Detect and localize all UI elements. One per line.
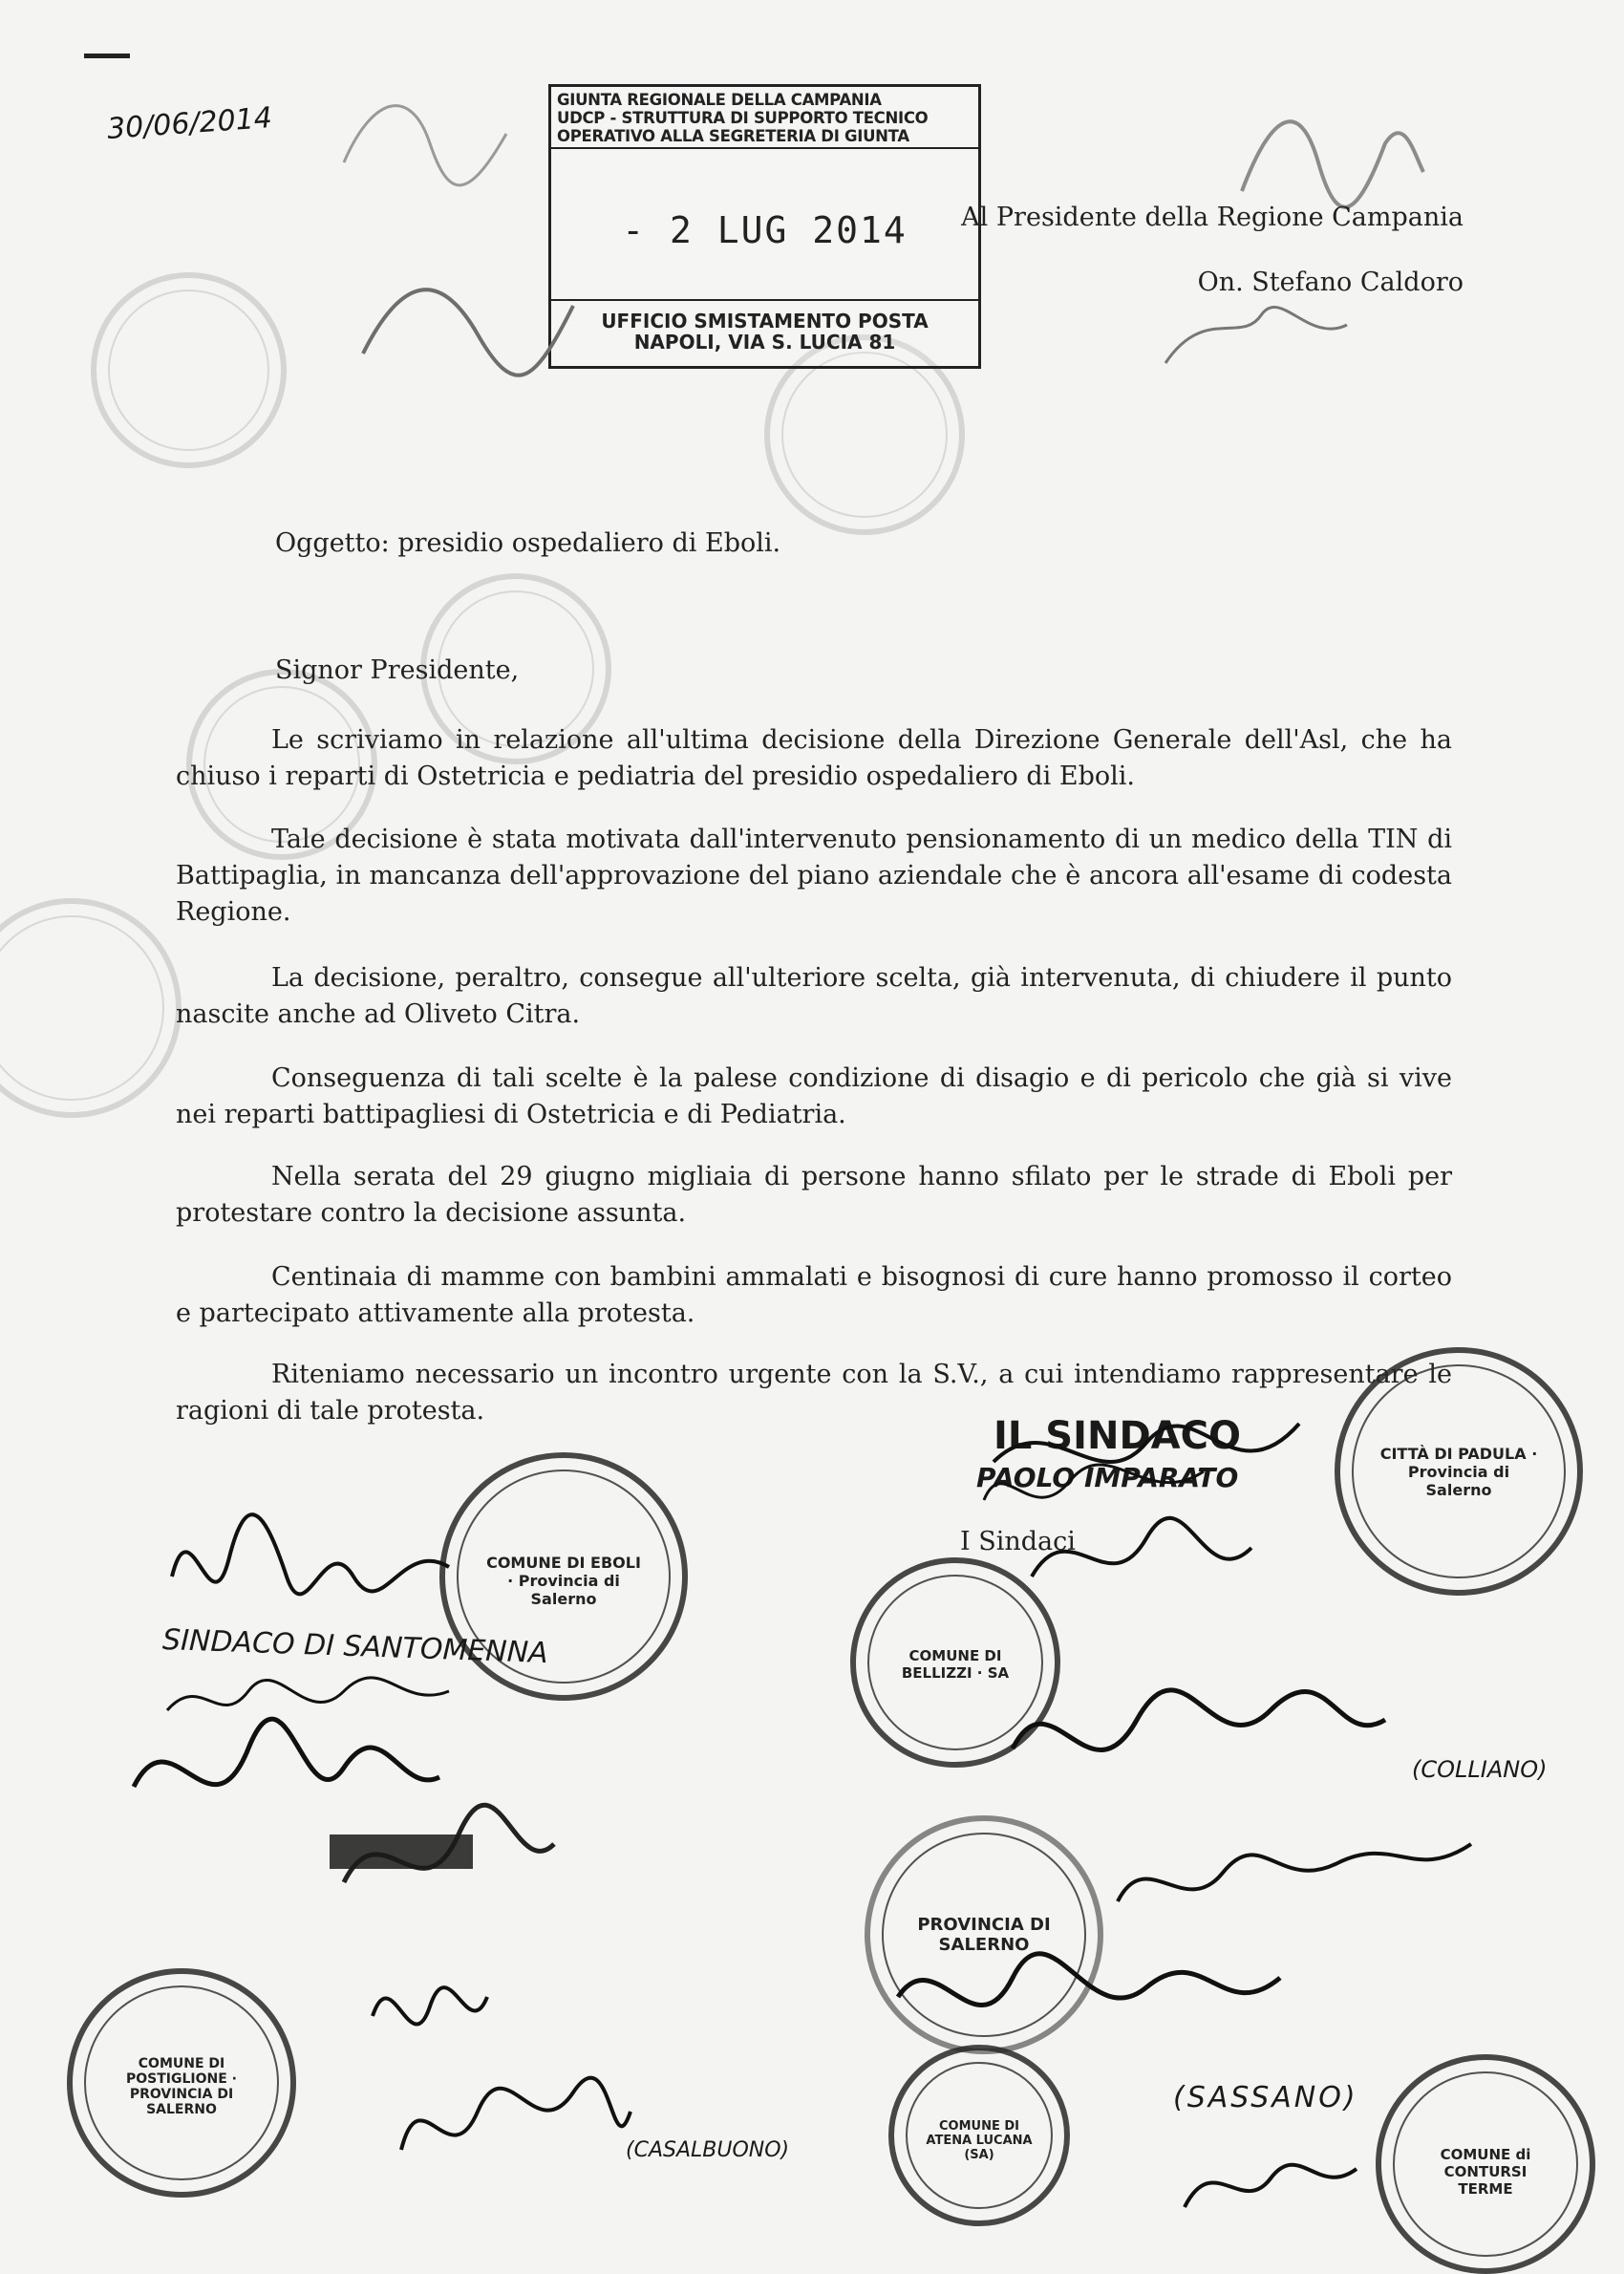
salutation: Signor Presidente, — [275, 655, 520, 685]
stamp-footer-line: NAPOLI, VIA S. LUCIA 81 — [633, 331, 896, 354]
seal-atena-text: COMUNE DI ATENA LUCANA (SA) — [926, 2119, 1033, 2162]
header-signatures — [287, 57, 1433, 440]
signature-padula — [994, 1424, 1299, 1462]
paragraph-7: Riteniamo necessario un incontro urgente con la S.V., a cui intendiamo rappresentare le ragioni di tale protesta. — [176, 1360, 1452, 1426]
corner-mark — [84, 54, 130, 58]
closing: I Sindaci — [960, 1527, 1076, 1556]
stamp-header-line: UDCP - STRUTTURA DI SUPPORTO TECNICO — [557, 109, 929, 127]
stamp-header-line: OPERATIVO ALLA SEGRETERIA DI GIUNTA — [557, 127, 909, 145]
signature-4 — [1118, 1844, 1471, 1901]
paragraph-1: Le scriviamo in relazione all'ultima decisione della Direzione Generale dell'Asl, che ha chiuso i reparti di Ostetricia e pediatria del presidio ospedaliero di Eboli. — [176, 725, 1452, 791]
paragraph-5: Nella serata del 29 giugno migliaia di persone hanno sfilato per le strade di Eboli per protestare contro la decisione assunta. — [176, 1162, 1452, 1228]
signature-1 — [172, 1514, 449, 1594]
signature-5 — [373, 1987, 487, 2024]
seal-bellizzi-text: COMUNE DI BELLIZZI · SA — [901, 1647, 1010, 1682]
seal-eboli-text: COMUNE DI EBOLI · Provincia di Salerno — [486, 1554, 641, 1608]
signature-sassano-label: (SASSANO) — [1173, 2081, 1358, 2114]
paragraph-3: La decisione, peraltro, consegue all'ulteriore scelta, già intervenuta, di chiudere il punto nascite anche ad Oliveto Citra. — [176, 963, 1452, 1029]
signature-2 — [134, 1719, 439, 1787]
paragraph-2: Tale decisione è stata motivata dall'intervenuto pensionamento di un medico della TIN di Battipaglia, in mancanza dell'approvazione del piano aziendale che è ancora all'esame di codesta Regione. — [176, 825, 1452, 927]
seal-padula-text: CITTÀ DI PADULA · Provincia di Salerno — [1379, 1445, 1538, 1499]
subject-line: Oggetto: presidio ospedaliero di Eboli. — [275, 528, 781, 558]
handwritten-date: 30/06/2014 — [105, 101, 273, 146]
seal-contursi-text: COMUNE di CONTURSI TERME — [1440, 2146, 1531, 2198]
stamp-date: - 2 LUG 2014 — [622, 209, 908, 251]
signature-bellizzi — [1032, 1518, 1251, 1577]
signature-santomenna — [167, 1678, 449, 1710]
redaction-blot — [330, 1834, 473, 1869]
stamp-footer-line: UFFICIO SMISTAMENTO POSTA — [601, 310, 929, 333]
signature-casalbuono-label: (CASALBUONO) — [626, 2138, 790, 2162]
signature-sassano — [898, 1954, 1280, 2006]
faint-seal-1 — [91, 272, 287, 468]
recipient-line-1: Al Presidente della Regione Campania — [961, 203, 1464, 232]
signature-colliano — [1013, 1690, 1385, 1750]
seal-postiglione-text: COMUNE DI POSTIGLIONE · PROVINCIA DI SALERNO — [126, 2056, 237, 2117]
padula-title: IL SINDACO — [994, 1414, 1241, 1458]
seal-provincia-text: PROVINCIA DI SALERNO — [917, 1915, 1051, 1955]
signature-santomenna-label: SINDACO DI SANTOMENNA — [161, 1622, 549, 1671]
paragraph-4: Conseguenza di tali scelte è la palese condizione di disagio e di pericolo che già si vive nei reparti battipagliesi di Ostetricia e di Pediatria. — [176, 1063, 1452, 1129]
signature-colliano-label: (COLLIANO) — [1412, 1756, 1548, 1783]
signature-casalbuono — [401, 2078, 630, 2150]
stamp-header-line: GIUNTA REGIONALE DELLA CAMPANIA — [557, 91, 882, 109]
padula-name: PAOLO IMPARATO — [976, 1462, 1239, 1493]
recipient-line-2: On. Stefano Caldoro — [1197, 268, 1464, 297]
paragraph-6: Centinaia di mamme con bambini ammalati e bisognosi di cure hanno promosso il corteo e partecipato attivamente alla protesta. — [176, 1262, 1452, 1328]
faint-seal-5 — [0, 898, 182, 1118]
signatures-scribbles — [0, 1385, 1624, 2234]
signature-6 — [1185, 2165, 1357, 2207]
